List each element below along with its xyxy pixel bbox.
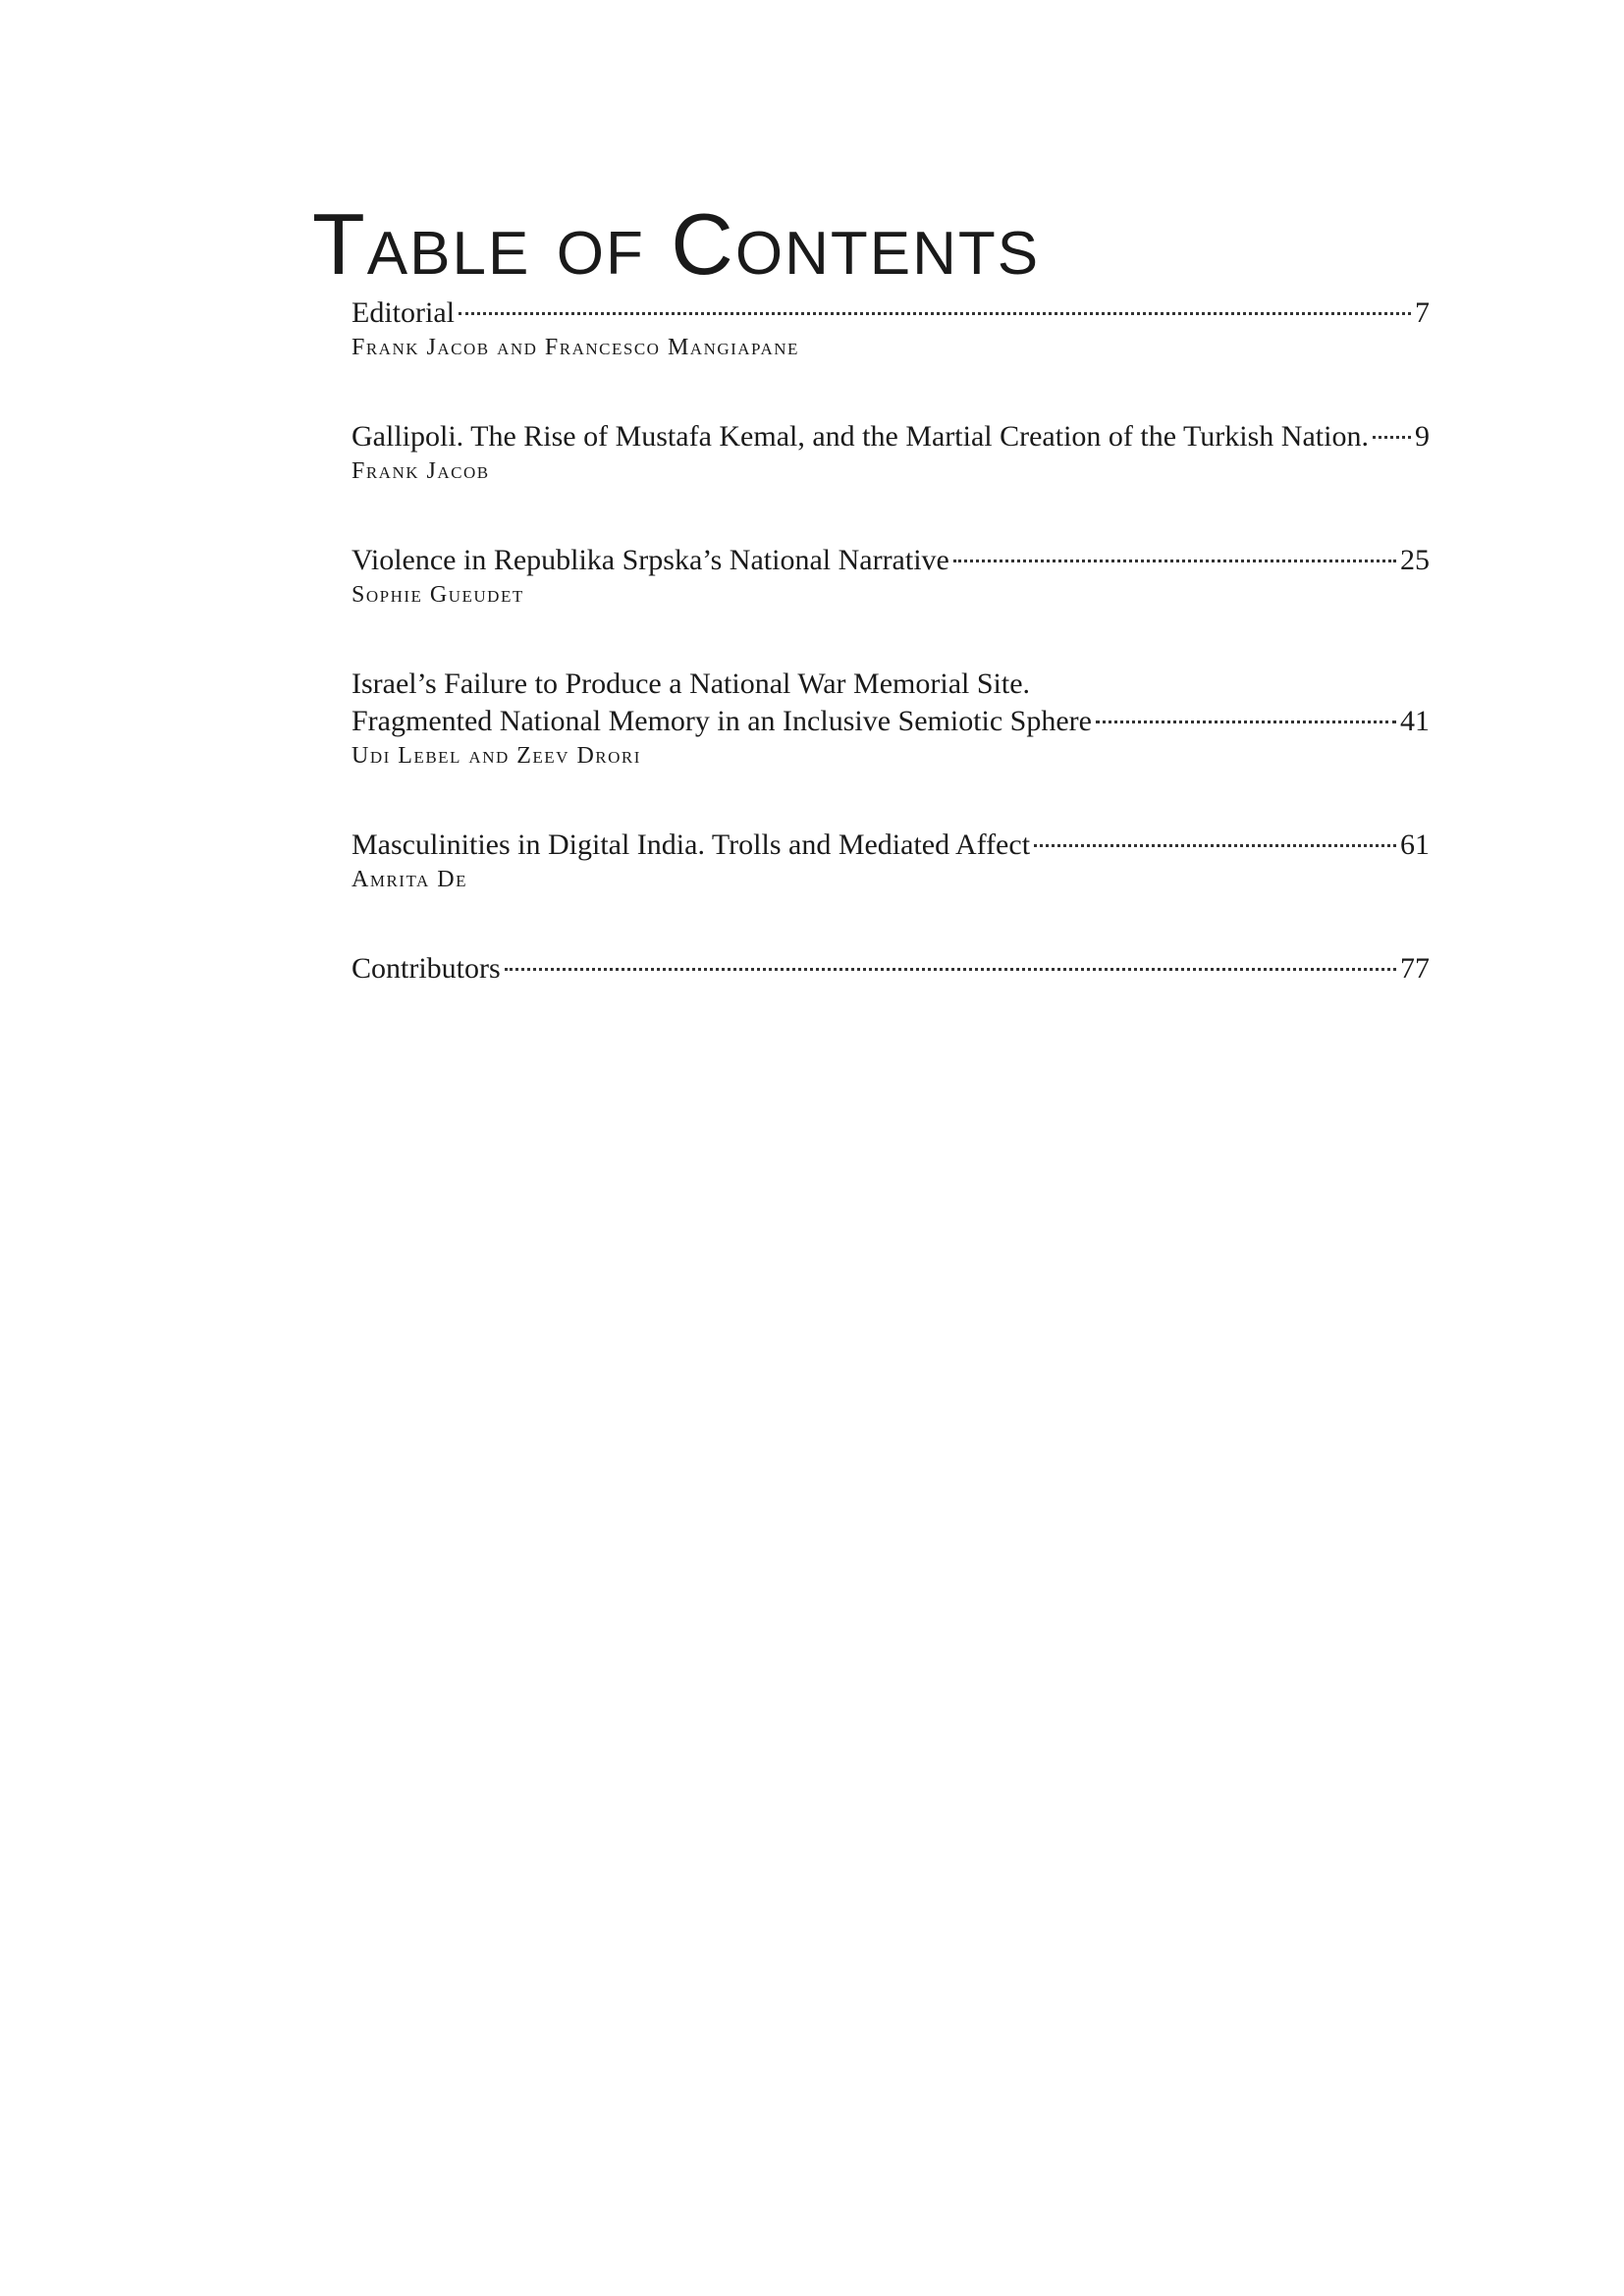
page-title: Table of Contents [312, 195, 1041, 293]
toc-entry-author: Sophie Gueudet [352, 582, 524, 608]
toc-page-number[interactable]: 9 [1415, 420, 1430, 453]
toc-entry-title[interactable]: Gallipoli. The Rise of Mustafa Kemal, and the Martial Creation of the Turkish Nation. [352, 420, 1369, 453]
toc-page-number[interactable]: 25 [1400, 544, 1430, 576]
toc-entry-title[interactable]: Israel’s Failure to Produce a National War Memorial Site. [352, 667, 1031, 700]
toc-entry-title[interactable]: Violence in Republika Srpska’s National Narrative [352, 544, 949, 576]
dot-leader [1034, 844, 1396, 847]
toc-entry [352, 418, 1430, 487]
toc-page-number[interactable]: 7 [1415, 296, 1430, 329]
toc-entry-author: Udi Lebel and Zeev Drori [352, 743, 641, 769]
toc-line [352, 950, 1430, 988]
toc-entry [352, 666, 1430, 772]
toc-page-number[interactable]: 77 [1400, 952, 1430, 985]
toc-entry [352, 294, 1430, 363]
dot-leader [1096, 721, 1396, 723]
toc-line [352, 294, 1430, 332]
toc-entry-title[interactable]: Masculinities in Digital India. Trolls and Mediated Affect [352, 828, 1031, 861]
toc-entry-title[interactable]: Contributors [352, 952, 501, 985]
toc-entry-subtitle[interactable]: Fragmented National Memory in an Inclusive Semiotic Sphere [352, 705, 1092, 737]
toc-entry-title[interactable]: Editorial [352, 296, 455, 329]
toc-entry-author: Frank Jacob and Francesco Mangiapane [352, 335, 799, 360]
toc-entry-author: Amrita De [352, 867, 467, 892]
toc-line [352, 827, 1430, 864]
dot-leader [953, 560, 1396, 562]
toc-page-number[interactable]: 41 [1400, 705, 1430, 737]
dot-leader [1373, 436, 1411, 439]
toc-entry [352, 542, 1430, 611]
toc-page-number[interactable]: 61 [1400, 828, 1430, 861]
toc-entry-author: Frank Jacob [352, 458, 490, 484]
toc-list [352, 294, 1430, 1042]
toc-line [352, 666, 1430, 703]
toc-line [352, 703, 1430, 740]
dot-leader [505, 968, 1396, 971]
toc-entry [352, 950, 1430, 988]
toc-entry [352, 827, 1430, 895]
dot-leader [459, 312, 1411, 315]
toc-line [352, 542, 1430, 579]
toc-line [352, 418, 1430, 455]
